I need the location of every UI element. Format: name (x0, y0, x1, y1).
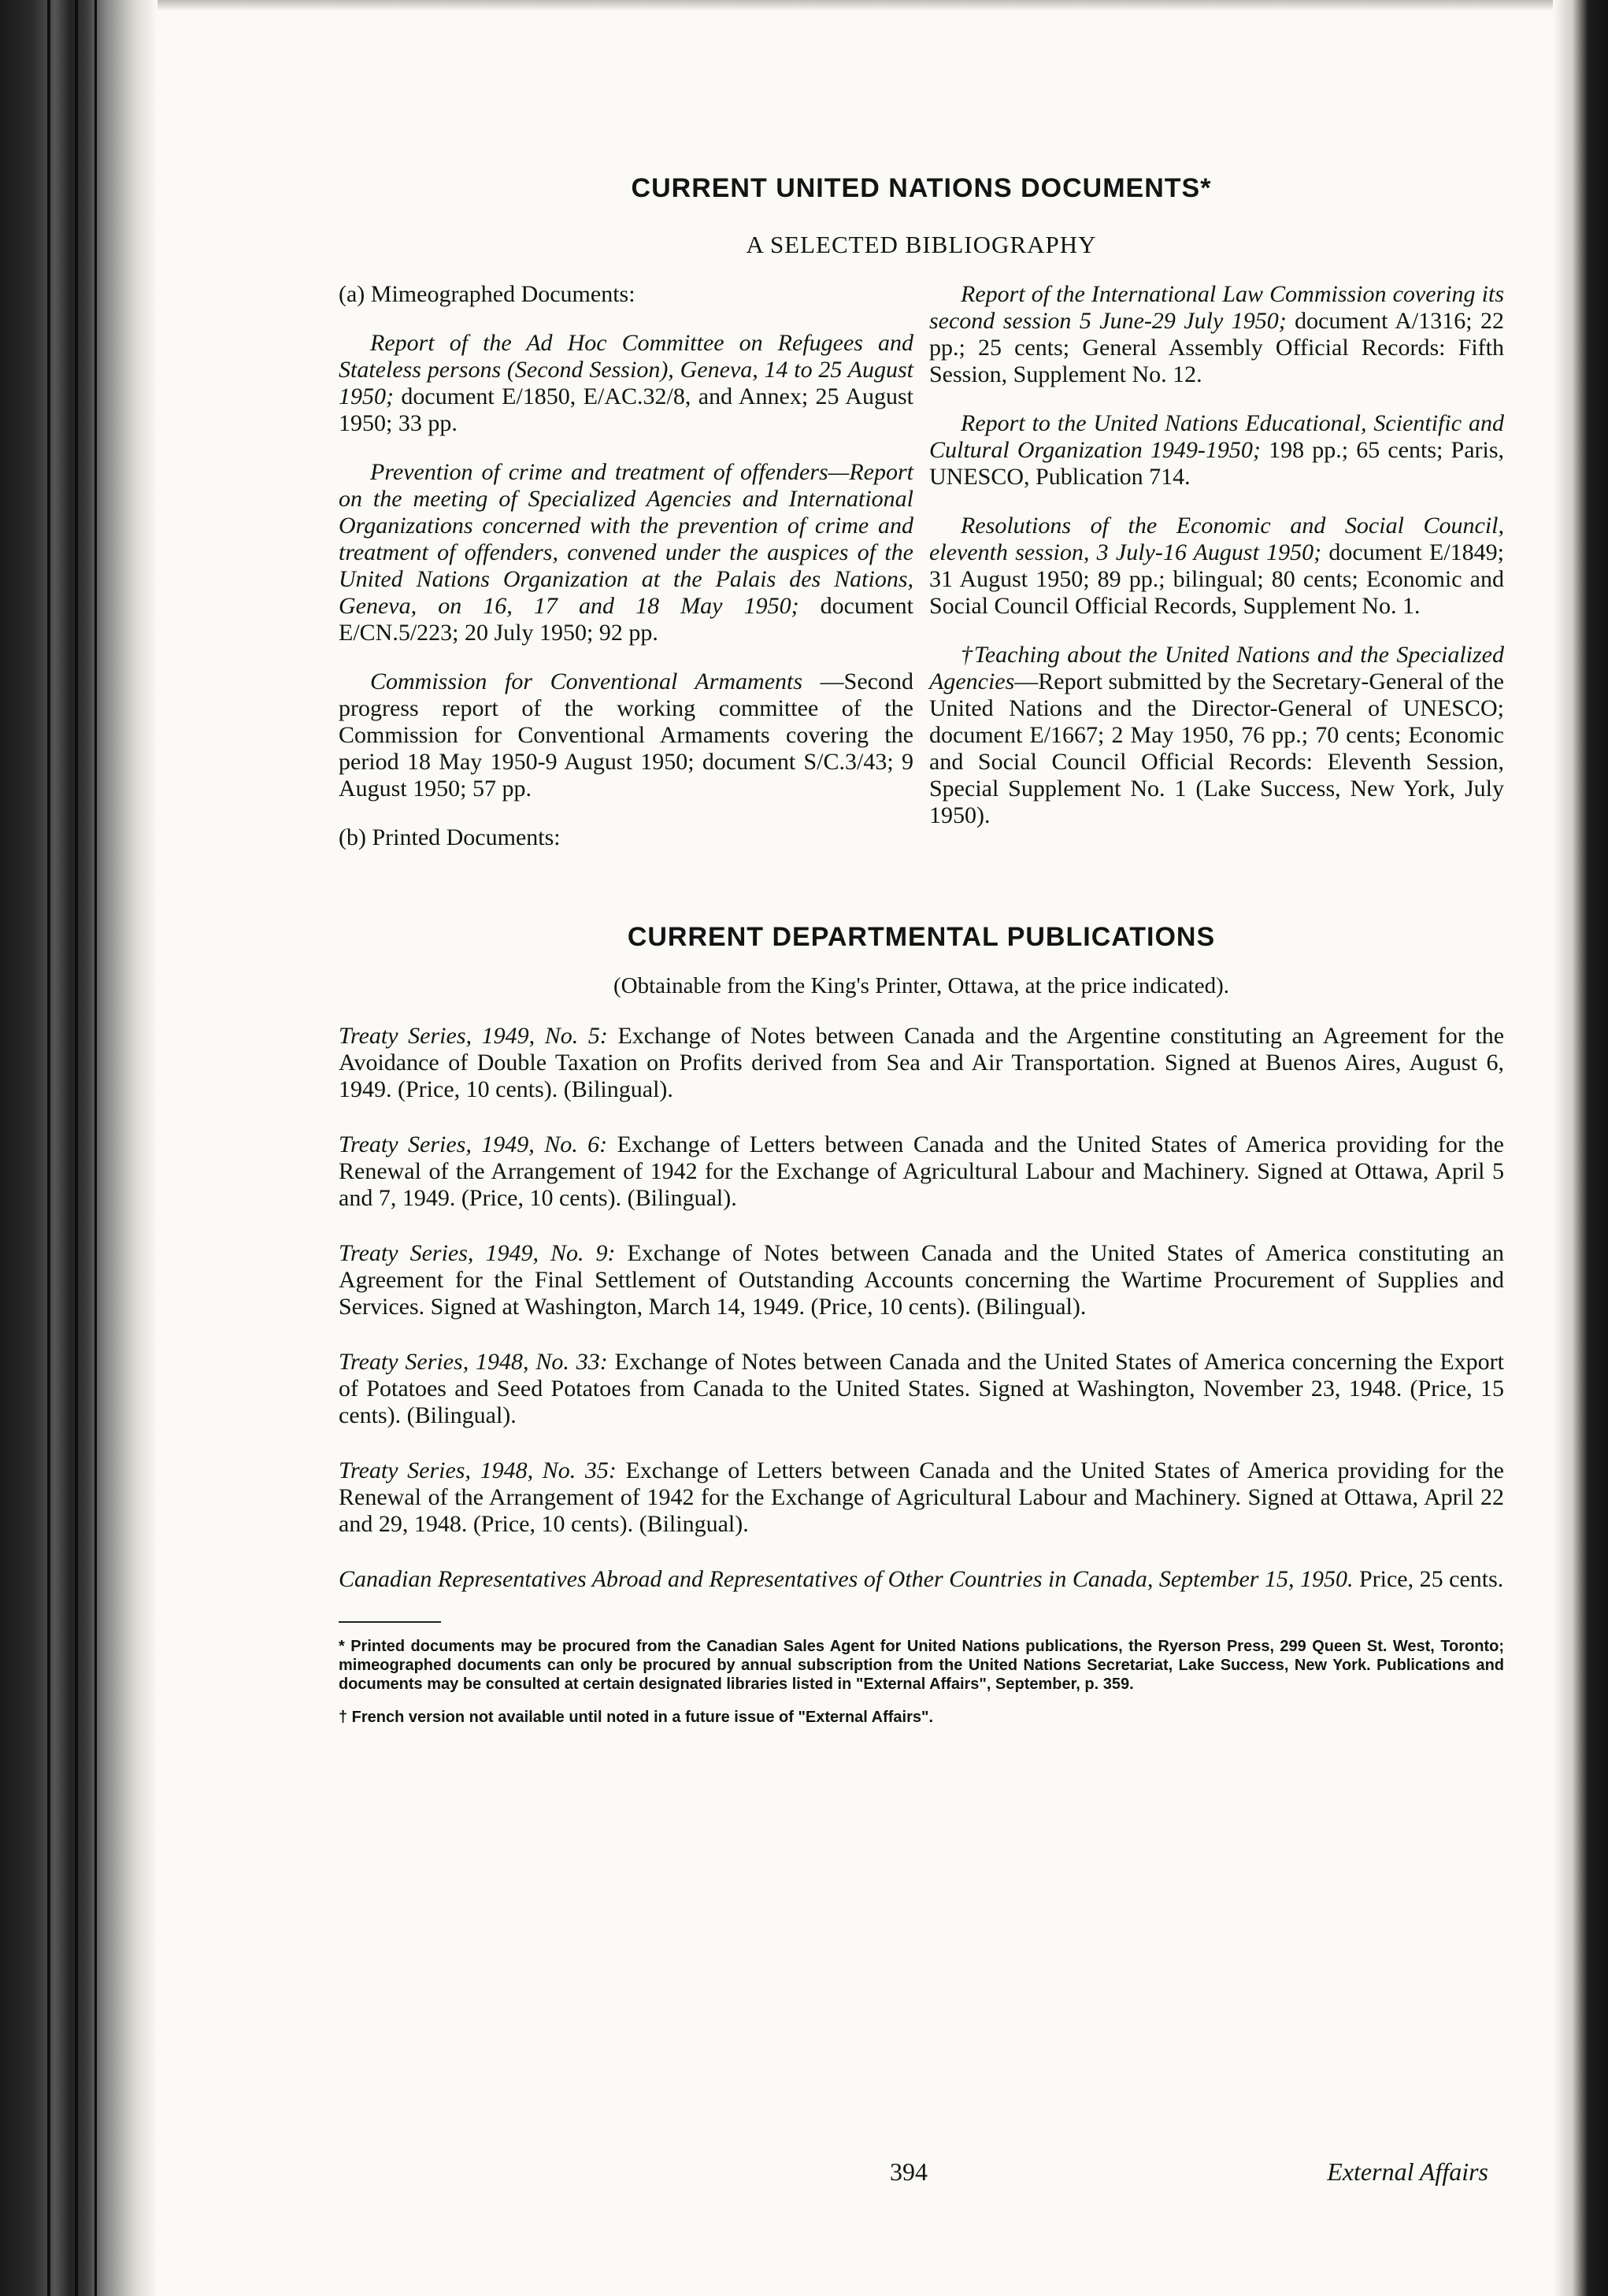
document-page (339, 157, 1504, 2244)
entry-details: Price, 25 cents. (1353, 1566, 1504, 1592)
un-section-title: CURRENT UNITED NATIONS DOCUMENTS* (631, 173, 1212, 203)
item-title: Prevention of crime and treatment of offenders—Report on the meeting of Specialized Agencies and International Organizations concerned with the prevention of crime and treatment of offenders, convened under the auspices of the United Nations Organization at the Palais des Nations, Geneva, on 16, 17 and 18 May 1950; (339, 459, 913, 619)
publication-entry (339, 1131, 1504, 1212)
publication-entry (339, 1457, 1504, 1538)
scan-right-edge (1553, 0, 1608, 2296)
scan-top-shadow (0, 0, 1608, 11)
item-title: Commission for Conventional Armaments (370, 668, 803, 694)
publication-entry (339, 1349, 1504, 1429)
bibliography-item (929, 410, 1504, 491)
item-title: Report of the International Law Commission covering its second session 5 June-29 July 1950; (929, 281, 1504, 334)
page-footer (339, 2157, 1504, 2197)
entry-details: Exchange of Notes between Canada and the United States of America concerning the Export of Potatoes and Seed Potatoes from Canada to the United States. Signed at Washington, November 23, 1948. (Price, 15 cents). (Bilingual). (339, 1349, 1505, 1428)
entry-title: Treaty Series, 1948, No. 33: (339, 1349, 608, 1375)
item-title: Report to the United Nations Educational, Scientific and Cultural Organization 1949-1950; (929, 410, 1504, 463)
item-title: Report of the Ad Hoc Committee on Refugees and Stateless persons (Second Session), Geneva, 14 to 25 August 1950; (339, 330, 913, 409)
entry-details: Exchange of Notes between Canada and the Argentine constituting an Agreement for the Avoidance of Double Taxation on Profits derived from Sea and Air Transportation. Signed at Buenos Aires, August 6, 1949. (Price, 10 cents). (Bilingual). (339, 1023, 1505, 1102)
item-details: —Second progress report of the working committee of the Commission for Conventional Armaments covering the period 18 May 1950-9 August 1950; document S/C.3/43; 9 August 1950; 57 pp. (339, 668, 913, 802)
dept-section-note: (Obtainable from the King's Printer, Ottawa, at the price indicated). (613, 973, 1229, 998)
footnote-divider (339, 1621, 441, 1623)
journal-name: External Affairs (1327, 2157, 1488, 2186)
bibliography-item (339, 330, 913, 437)
publication-entry (339, 1023, 1504, 1103)
right-column (929, 281, 1504, 873)
entry-details: Exchange of Notes between Canada and the United States of America constituting an Agreement for the Final Settlement of Outstanding Accounts concerning the Wartime Procurement of Supplies and Services. Signed at Washington, March 14, 1949. (Price, 10 cents). (Bilingual). (339, 1240, 1504, 1320)
binding-stripe (75, 0, 78, 2296)
two-column-bibliography (339, 281, 1504, 873)
bibliography-item (339, 459, 913, 646)
item-title: Resolutions of the Economic and Social Council, eleventh session, 3 July-16 August 1950; (929, 513, 1504, 565)
entry-details: Exchange of Letters between Canada and the United States of America providing for the Renewal of the Arrangement of 1942 for the Exchange of Agricultural Labour and Machinery. Signed at Ottawa, April 22 and 29, 1948. (Price, 10 cents). (Bilingual). (339, 1457, 1505, 1537)
footnote-star: * Printed documents may be procured from the Canadian Sales Agent for United Nations publications, the Ryerson Press, 299 Queen St. West, Toronto; mimeographed documents can only be procured by annual subscription from the United Nations Secretariat, Lake Success, New York. Publications and documents may be consulted at certain designated libraries listed in "External Affairs", September, p. 359. (339, 1638, 1504, 1693)
item-title: †Teaching about the United Nations and the Specialized Agencies (929, 642, 1504, 694)
item-details: document A/1316; 22 pp.; 25 cents; General Assembly Official Records: Fifth Session, Supplement No. 12. (929, 308, 1504, 387)
item-details: document E/1850, E/AC.32/8, and Annex; 25 August 1950; 33 pp. (339, 383, 913, 436)
entry-title: Treaty Series, 1949, No. 6: (339, 1131, 608, 1157)
entry-title: Treaty Series, 1949, No. 9: (339, 1240, 616, 1266)
scan-binding-edge (0, 0, 157, 2296)
entry-title: Canadian Representatives Abroad and Representatives of Other Countries in Canada, September 15, 1950. (339, 1566, 1354, 1592)
left-column (339, 281, 913, 873)
publication-entry (339, 1566, 1504, 1593)
printed-heading: (b) Printed Documents: (339, 824, 561, 850)
footnote-dagger: † French version not available until noted in a future issue of "External Affairs". (339, 1709, 934, 1726)
item-details: —Report submitted by the Secretary-General of the United Nations and the Director-General of UNESCO; document E/1667; 2 May 1950, 76 pp.; 70 cents; Economic and Social Council Official Records: Eleventh Session, Special Supplement No. 1 (Lake Success, New York, July 1950). (929, 668, 1504, 828)
binding-stripe (94, 0, 97, 2296)
dept-section-title: CURRENT DEPARTMENTAL PUBLICATIONS (627, 922, 1216, 952)
item-details: document E/1849; 31 August 1950; 89 pp.; bilingual; 80 cents; Economic and Social Council Official Records, Supplement No. 1. (929, 539, 1504, 619)
item-details: document E/CN.5/223; 20 July 1950; 92 pp. (339, 593, 913, 646)
entry-title: Treaty Series, 1948, No. 35: (339, 1457, 617, 1483)
item-details: 198 pp.; 65 cents; Paris, UNESCO, Publication 714. (929, 437, 1505, 490)
mimeographed-heading: (a) Mimeographed Documents: (339, 281, 635, 307)
bibliography-item (929, 642, 1504, 829)
publication-entry (339, 1240, 1504, 1320)
bibliography-item (929, 513, 1504, 620)
page-number: 394 (890, 2157, 928, 2186)
bibliography-item (339, 668, 913, 802)
binding-stripe (47, 0, 50, 2296)
entry-details: Exchange of Letters between Canada and the United States of America providing for the Renewal of the Arrangement of 1942 for the Exchange of Agricultural Labour and Machinery. Signed at Ottawa, April 5 and 7, 1949. (Price, 10 cents). (Bilingual). (339, 1131, 1504, 1211)
entry-title: Treaty Series, 1949, No. 5: (339, 1023, 608, 1049)
un-section-subtitle: A SELECTED BIBLIOGRAPHY (746, 231, 1097, 258)
bibliography-item (929, 281, 1504, 388)
